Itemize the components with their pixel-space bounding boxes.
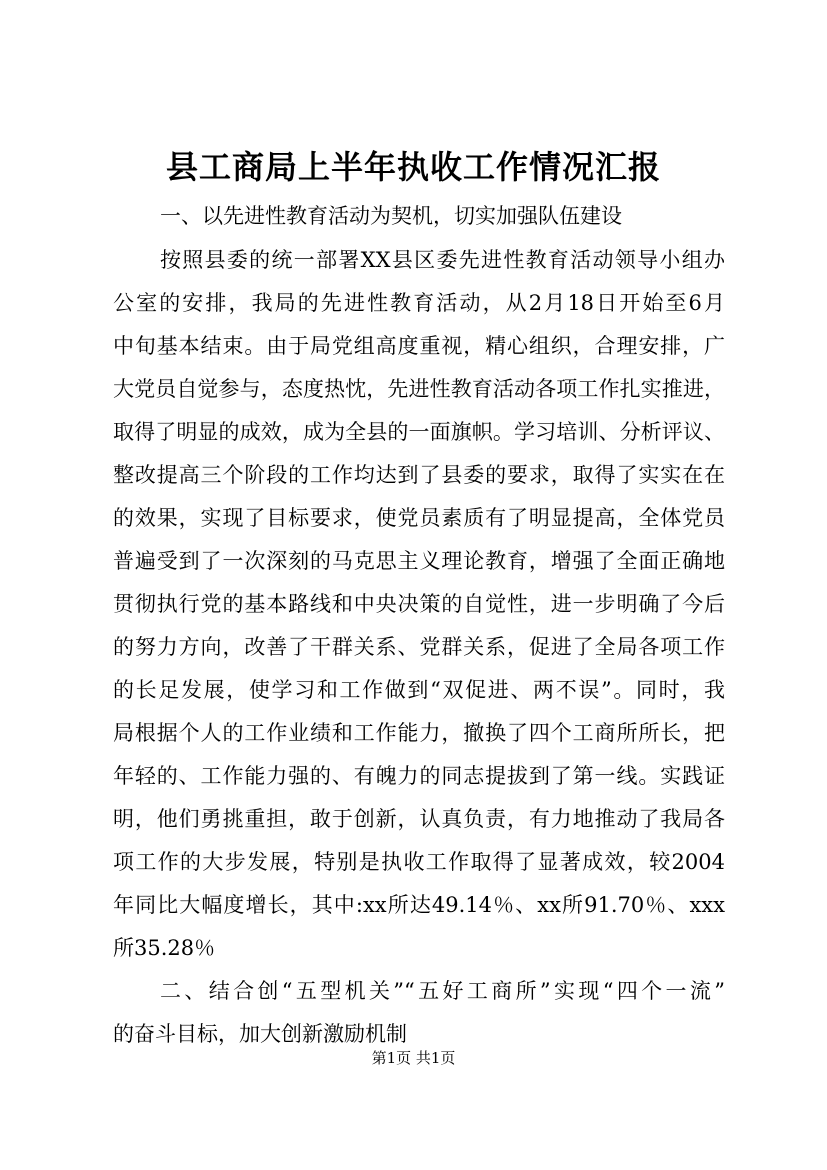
paragraph-line: 按照县委的统一部署XX县区委先进性教育活动领导小组办: [160, 248, 725, 272]
paragraph-line: 年轻的、工作能力强的、有魄力的同志提拔到了第一线。实践证: [113, 764, 725, 788]
document-title: 县工商局上半年执收工作情况汇报: [165, 148, 661, 186]
paragraph-line: 中旬基本结束。由于局党组高度重视，精心组织，合理安排，广: [113, 334, 725, 358]
section-heading-2-line: 二、结合创“五型机关”“五好工商所”实现“四个一流”: [160, 979, 725, 1003]
paragraph-line: 整改提高三个阶段的工作均达到了县委的要求，取得了实实在在: [113, 463, 725, 487]
paragraph-line: 年同比大幅度增长，其中:xx所达49.14％、xx所91.70％、xxx: [113, 893, 725, 917]
paragraph-line: 贯彻执行党的基本路线和中央决策的自觉性，进一步明确了今后: [113, 592, 725, 616]
paragraph-line: 取得了明显的成效，成为全县的一面旗帜。学习培训、分析评议、: [113, 420, 725, 444]
paragraph-line: 明，他们勇挑重担，敢于创新，认真负责，有力地推动了我局各: [113, 807, 725, 831]
paragraph-line: 项工作的大步发展，特别是执收工作取得了显著成效，较2004: [113, 850, 725, 874]
paragraph-line: 大党员自觉参与，态度热忱，先进性教育活动各项工作扎实推进，: [113, 377, 725, 401]
paragraph-line: 公室的安排，我局的先进性教育活动，从2月18日开始至6月: [113, 291, 725, 315]
paragraph-line: 普遍受到了一次深刻的马克思主义理论教育，增强了全面正确地: [113, 549, 725, 573]
paragraph-line: 局根据个人的工作业绩和工作能力，撤换了四个工商所所长，把: [113, 721, 725, 745]
paragraph-line: 的长足发展，使学习和工作做到“双促进、两不误”。同时，我: [113, 678, 725, 702]
section-heading-2-line: 的奋斗目标，加大创新激励机制: [113, 1022, 407, 1046]
paragraph-line: 的效果，实现了目标要求，使党员素质有了明显提高，全体党员: [113, 506, 725, 530]
page-footer: 第1页 共1页: [371, 1049, 456, 1067]
paragraph-line: 的努力方向，改善了干群关系、党群关系，促进了全局各项工作: [113, 635, 725, 659]
section-heading-1: 一、以先进性教育活动为契机，切实加强队伍建设: [160, 204, 622, 228]
paragraph-line: 所35.28％: [113, 936, 216, 960]
